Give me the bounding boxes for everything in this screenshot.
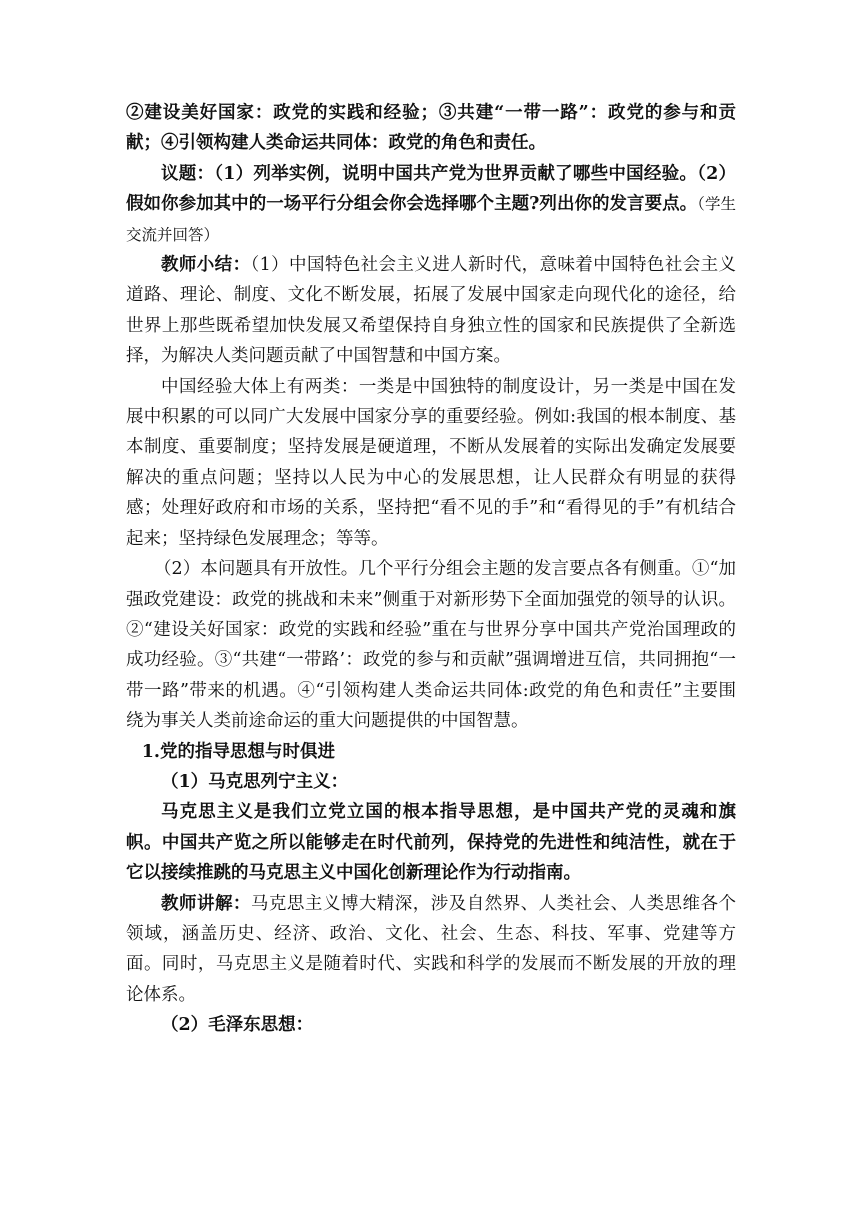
paragraph-teacher-explanation <box>126 889 736 1011</box>
document-body <box>126 98 736 1041</box>
teacher-summary-label: 教师小结： <box>161 255 251 276</box>
paragraph-themes-continued: ②建设美好国家：政党的实践和经验；③共建“一带一路”：政党的参与和贡献；④引领构建人类命运共同体：政党的角色和责任。 <box>126 103 736 154</box>
section-heading-guiding-thought: 1.党的指导思想与时俱进 <box>141 741 336 762</box>
teacher-summary-text: （1）中国特色社会主义进人新时代，意味着中国特色社会主义道路、理论、制度、文化不断发展，拓展了发展中国家走向现代化的途径，给世界上那些既希望加快发展又希望保持自身独立性的国家和民族提供了全新选择，为解决人类问题贡献了中国智慧和中国方案。 <box>126 255 737 367</box>
subheading-mao-zedong-thought: （2）毛泽东思想： <box>161 1015 314 1036</box>
paragraph-open-question: （2）本问题具有开放性。几个平行分组会主题的发言要点各有侧重。①“加强政党建设：政党的挑战和未来”侧重于对新形势下全面加强党的领导的认识。②“建设关好国家：政党的实践和经验”重在与世界分享中国共产党治国理政的成功经验。③“共建“一带路’：政党的参与和贡献”强调增进互信，共同拥抱“一带一路”带来的机遇。④“引领构建人类命运共同体:政党的角色和责任”主要围绕为事关人类前途命运的重大问题提供的中国智慧。 <box>126 559 736 732</box>
paragraph-china-experience: 中国经验大体上有两类：一类是中国独特的制度设计，另一类是中国在发展中积累的可以同广大发展中国家分享的重要经验。例如:我国的根本制度、基本制度、重要制度；坚持发展是硬道理，不断从发展着的实际出发确定发展要解决的重点问题；坚持以人民为中心的发展思想，让人民群众有明显的获得感；处理好政府和市场的关系，坚持把“看不见的手”和“看得见的手”有机结合起来；坚持绿色发展理念；等等。 <box>126 376 736 549</box>
discussion-topic-text: 议题：（1）列举实例，说明中国共产党为世界贡献了哪些中国经验。（2）假如你参加其中的一场平行分组会你会选择哪个主题?列出你的发言要点。 <box>126 163 736 215</box>
paragraph-discussion-topic <box>126 159 736 250</box>
paragraph-teacher-summary <box>126 250 736 372</box>
teacher-explanation-text: 马克思主义博大精深，涉及自然界、人类社会、人类思维各个领域，涵盖历史、经济、政治、文化、社会、生态、科技、军事、党建等方面。同时，马克思主义是随着时代、实践和科学的发展而不断发展的开放的理论体系。 <box>126 893 737 1005</box>
subheading-marxism-leninism: （1）马克思列宁主义： <box>161 771 349 792</box>
discussion-note: （学生交流并回答） <box>126 195 736 244</box>
paragraph-marxism-foundation: 马克思主义是我们立党立国的根本指导思想，是中国共产党的灵魂和旗帜。中国共产览之所以能够走在时代前列，保持党的先进性和纯洁性，就在于它以接续推跳的马克思主义中国化创新理论作为行动指南。 <box>126 802 736 884</box>
teacher-explanation-label: 教师讲解： <box>161 893 251 914</box>
